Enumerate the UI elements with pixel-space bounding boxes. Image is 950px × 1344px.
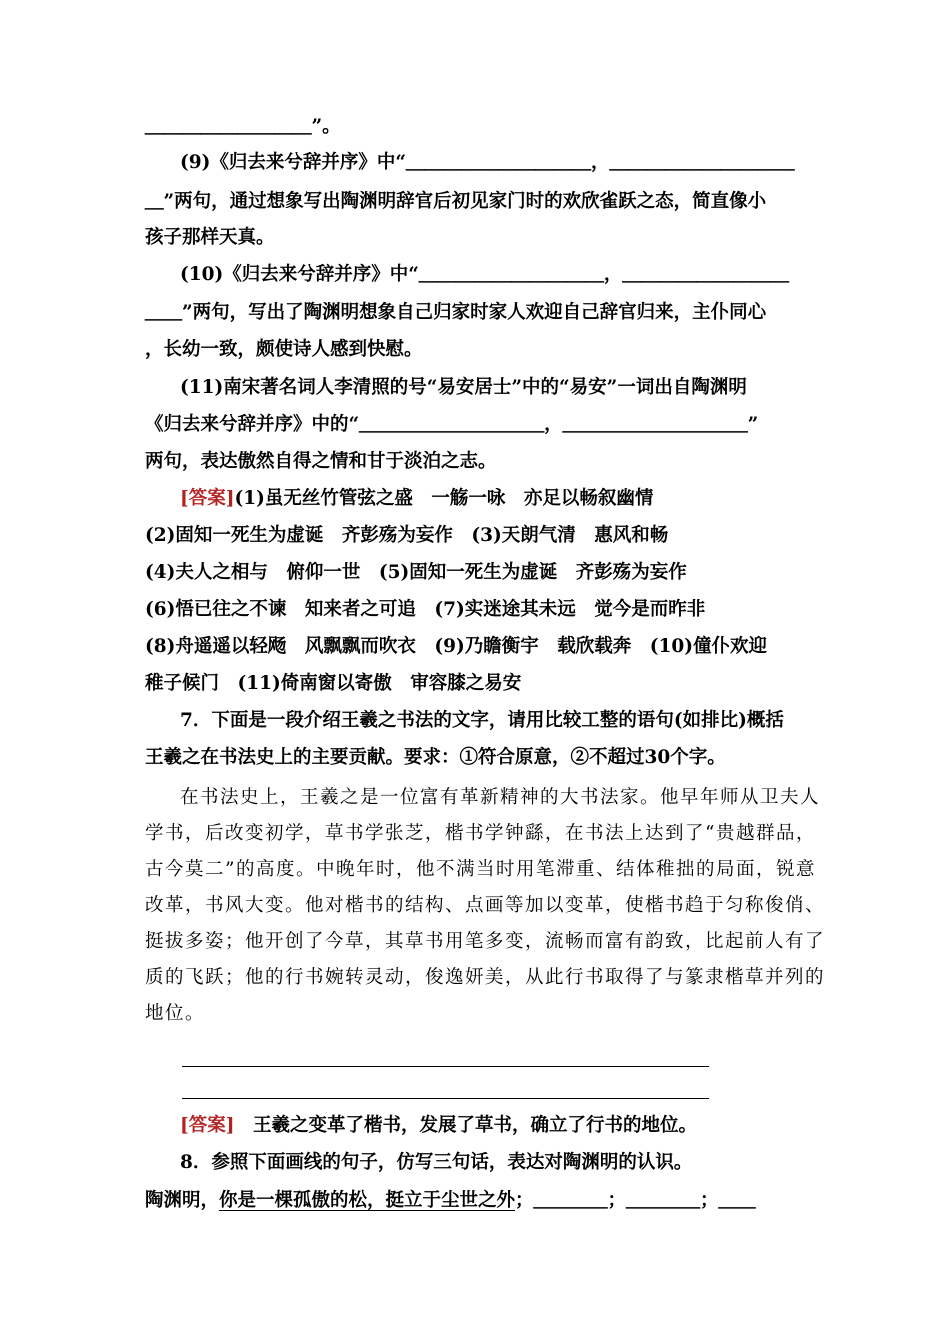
text-line: ＿＿＿＿＿＿＿＿＿”。 (145, 116, 341, 137)
question-9: (9)《归去来兮辞并序》中“＿＿＿＿＿＿＿＿＿＿，＿＿＿＿＿＿＿＿＿＿ (180, 152, 795, 173)
answer-blank-line (182, 1066, 709, 1067)
passage-line: 挺拔多姿；他开创了今草，其草书用笔多变，流畅而富有韵致，比起前人有了 (145, 931, 826, 952)
text-line: 王羲之在书法史上的主要贡献。要求：①符合原意，②不超过30个字。 (145, 747, 726, 768)
text-line: 孩子那样天真。 (145, 227, 275, 248)
answer-blank-line (182, 1098, 709, 1099)
passage-line: 改革，书风大变。他对楷书的结构、点画等加以变革，使楷书趋于匀称俊俏、 (145, 895, 826, 916)
answer-tag: [答案] (180, 488, 235, 509)
answer-line: (2)固知一死生为虚诞 齐彭殇为妄作 (3)天朗气清 惠风和畅 (145, 525, 669, 546)
text-line: 两句，表达傲然自得之情和甘于淡泊之志。 (145, 451, 497, 472)
answer-line (180, 1113, 697, 1139)
answer-line (180, 486, 653, 512)
answer-tag: [答案] (180, 1115, 235, 1136)
passage-line: 学书，后改变初学，草书学张芝，楷书学钟繇，在书法上达到了“贵越群品， (145, 823, 816, 844)
text-line: 《归去来兮辞并序》中的“＿＿＿＿＿＿＿＿＿＿，＿＿＿＿＿＿＿＿＿＿” (145, 414, 759, 435)
question-11: (11)南宋著名词人李清照的号“易安居士”中的“易安”一词出自陶渊明 (180, 377, 747, 398)
passage-line: 古今莫二”的高度。中晚年时，他不满当时用笔滞重、结体稚拙的局面，锐意 (145, 859, 816, 880)
answer-text: (1)虽无丝竹管弦之盛 一觞一咏 亦足以畅叙幽情 (234, 488, 654, 509)
imitation-line (145, 1188, 756, 1214)
passage-line: 质的飞跃；他的行书婉转灵动，俊逸妍美，从此行书取得了与篆隶楷草并列的 (145, 967, 826, 988)
lead-text: 陶渊明， (145, 1190, 220, 1211)
text-line: ＿＿”两句，写出了陶渊明想象自己归家时家人欢迎自己辞官归来，主仆同心 (145, 302, 767, 323)
answer-line: (4)夫人之相与 俯仰一世 (5)固知一死生为虚诞 齐彭殇为妄作 (145, 562, 687, 583)
answer-line: (6)悟已往之不谏 知来者之可追 (7)实迷途其未远 觉今是而昨非 (145, 599, 706, 620)
passage-line: 地位。 (145, 1003, 206, 1024)
question-8: 8．参照下面画线的句子，仿写三句话，表达对陶渊明的认识。 (180, 1152, 693, 1173)
text-line: ＿”两句，通过想象写出陶渊明辞官后初见家门时的欢欣雀跃之态，简直像小 (145, 191, 767, 212)
answer-line: 稚子候门 (11)倚南窗以寄傲 审容膝之易安 (145, 673, 522, 694)
blanks: ；＿＿＿＿；＿＿＿＿；＿＿ (515, 1190, 756, 1211)
text-line: ，长幼一致，颇使诗人感到快慰。 (145, 339, 423, 360)
answer-line: (8)舟遥遥以轻飏 风飘飘而吹衣 (9)乃瞻衡宇 载欣载奔 (10)僮仆欢迎 (145, 636, 768, 657)
answer-text: 王羲之变革了楷书，发展了草书，确立了行书的地位。 (253, 1115, 698, 1136)
passage-line: 在书法史上，王羲之是一位富有革新精神的大书法家。他早年师从卫夫人 (180, 787, 821, 808)
question-10: (10)《归去来兮辞并序》中“＿＿＿＿＿＿＿＿＿＿，＿＿＿＿＿＿＿＿＿ (180, 264, 789, 285)
underlined-sentence: 你是一棵孤傲的松，挺立于尘世之外 (219, 1190, 516, 1211)
question-7: 7．下面是一段介绍王羲之书法的文字，请用比较工整的语句(如排比)概括 (180, 710, 784, 731)
